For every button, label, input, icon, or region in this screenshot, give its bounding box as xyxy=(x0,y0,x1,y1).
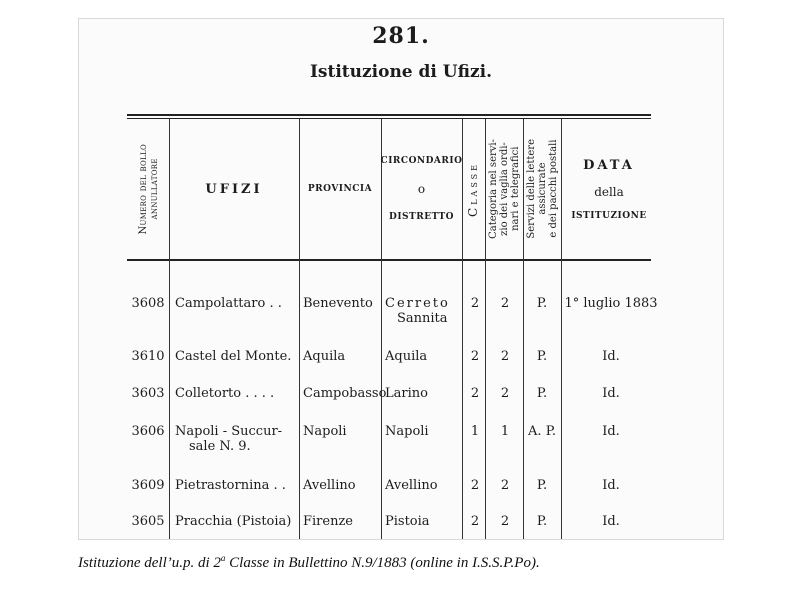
page-number: 281. xyxy=(372,23,430,49)
header-ufizi: UFIZI xyxy=(205,181,263,197)
table-row: 3610 Castel del Monte. Aquila Aquila 2 2 P. Id. xyxy=(131,349,620,364)
header-bottom-rule xyxy=(127,259,651,261)
header-vaglia: Categoria nel servi- zio dei vaglia ordi- nari e telegrafici xyxy=(487,139,521,239)
scanned-document xyxy=(78,18,724,540)
table-row: 3608 Campolattaro . . Benevento Cerreto Sannita 2 2 P. 1° luglio 1883 xyxy=(131,296,658,326)
header-data: DATA della ISTITUZIONE xyxy=(571,157,647,221)
header-numero-bollo: Numero del bollo annullatore xyxy=(138,143,160,235)
table-row: 3603 Colletorto . . . . Campobasso Larino 2 2 P. Id. xyxy=(131,386,620,401)
table-row: 3609 Pietrastornina . . Avellino Avellino 2 2 P. Id. xyxy=(131,478,620,493)
header-lettere: Servizi delle lettere assicurate e dei pacchi postali xyxy=(525,139,559,239)
header-circondario: CIRCONDARIO o DISTRETTO xyxy=(380,156,463,222)
table-row: 3605 Pracchia (Pistoia) Firenze Pistoia 2 2 P. Id. xyxy=(131,514,620,529)
table-row: 3606 Napoli - Succur- sale N. 9. Napoli Napoli 1 1 A. P. Id. xyxy=(131,424,620,454)
table-top-rule xyxy=(127,114,651,116)
document-title: Istituzione di Ufizi. xyxy=(309,62,493,82)
header-provincia: PROVINCIA xyxy=(307,184,373,194)
header-classe: Classe xyxy=(466,161,480,217)
table-top-rule-thin xyxy=(127,118,651,119)
figure-caption: Istituzione dell’u.p. di 2$^a$ Classe in Bullettino N.9/1883 (online in I.S.S.P.Po). xyxy=(78,553,540,571)
